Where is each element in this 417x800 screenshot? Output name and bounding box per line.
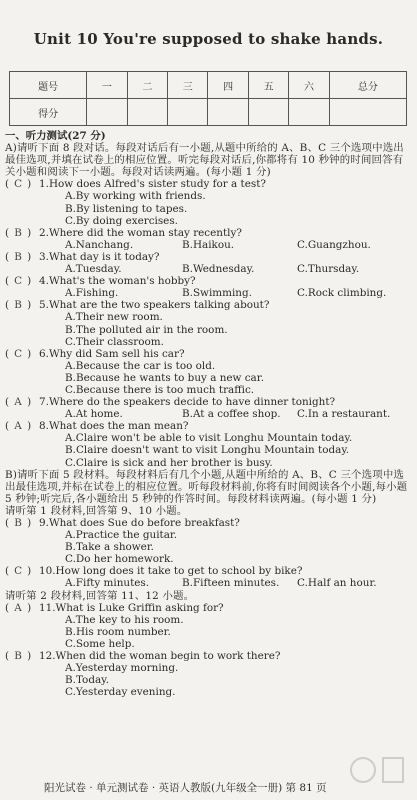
answer-letter: C: [14, 347, 23, 360]
option-a: A.Tuesday.: [65, 263, 122, 276]
option-c: C.Yesterday evening.: [65, 686, 176, 699]
score-header-cell: 二: [127, 72, 167, 99]
options-row: [5, 408, 410, 420]
score-row-label: 得分: [10, 99, 87, 126]
part-a-questions: [5, 178, 410, 468]
question-text: Where did the woman stay recently?: [48, 226, 242, 239]
score-cell: [248, 99, 288, 126]
options-row: [5, 263, 410, 275]
option-a: A.Their new room.: [65, 311, 163, 324]
option-b: B.His room number.: [65, 625, 171, 638]
question-stem: ( C ) 6.Why did Sam sell his car?: [5, 347, 185, 360]
question-stem: ( A ) 8.What does the man mean?: [5, 420, 189, 433]
answer-letter: B: [14, 650, 22, 663]
option-b: B.Haikou.: [182, 238, 235, 251]
option-a: A.Nanchang.: [65, 238, 134, 251]
option-c: C.Because there is too much traffic.: [65, 383, 255, 396]
score-table-score-row: [10, 99, 407, 126]
question-stem: ( B ) 3.What day is it today?: [5, 250, 160, 263]
answer-mark: ( B ): [5, 650, 32, 663]
option-c: C.Some help.: [65, 637, 135, 650]
question-text: What is Luke Griffin asking for?: [55, 601, 224, 614]
answer-letter: A: [14, 601, 22, 614]
option-b: B.Today.: [65, 674, 109, 687]
answer-mark: ( C ): [5, 178, 32, 191]
score-table: [9, 71, 407, 126]
question-stem: ( B ) 12.When did the woman begin to work there?: [5, 650, 281, 663]
question-text: What day is it today?: [48, 250, 160, 263]
score-cell: [87, 99, 127, 126]
option-c: C.Their classroom.: [65, 335, 164, 348]
score-header-cell: 题号: [10, 72, 87, 99]
question-text: Where do the speakers decide to have dinner tonight?: [48, 396, 336, 409]
question-text: When did the woman begin to work there?: [55, 650, 281, 663]
answer-letter: B: [14, 299, 22, 312]
question-number: 11: [39, 601, 53, 614]
score-header-cell: 五: [248, 72, 288, 99]
answer-letter: C: [14, 178, 23, 191]
question-number: 8: [39, 420, 46, 433]
page-title: Unit 10 You're supposed to shake hands.: [33, 30, 384, 48]
answer-mark: ( C ): [5, 347, 32, 360]
material-2-questions: [5, 602, 410, 699]
question-stem: ( A ) 11.What is Luke Griffin asking for?: [5, 601, 224, 614]
question-stem: ( C ) 1.How does Alfred's sister study for a test?: [5, 178, 266, 191]
question-number: 4: [39, 275, 46, 288]
section-heading: 一、听力测试(27 分): [5, 130, 106, 142]
watermark-logo: [349, 750, 409, 790]
score-header-cell: 四: [208, 72, 248, 99]
part-b-instructions: B)请听下面 5 段材料。每段材料后有几个小题,从题中所给的 A、B、C 三个选项中选出最佳选项,并标在试卷上的相应位置。听每段材料前,你将有时间阅读各个小题,每小题 5 秒钟;听完后,各小题给出 5 秒钟的作答时间。每段材料读两遍。(每小题 1 分): [5, 468, 408, 505]
answer-mark: ( A ): [5, 396, 32, 409]
option-c: C.Guangzhou.: [297, 238, 371, 251]
score-header-cell: 一: [87, 72, 127, 99]
score-header-cell: 六: [289, 72, 329, 99]
answer-mark: ( B ): [5, 299, 32, 312]
question-text: What does Sue do before breakfast?: [48, 517, 240, 529]
option-c: C.In a restaurant.: [297, 408, 391, 421]
option-a: A.Fishing.: [65, 287, 119, 300]
option-c: C.Do her homework.: [65, 553, 174, 566]
question-text: What's the woman's hobby?: [48, 275, 196, 288]
options-row: [5, 239, 410, 251]
score-header-cell: 总分: [329, 72, 406, 99]
question-number: 2: [39, 226, 46, 239]
option-a: A.Fifty minutes.: [65, 577, 150, 590]
option-b: B.Claire doesn't want to visit Longhu Mountain today.: [65, 444, 350, 457]
answer-letter: B: [14, 517, 22, 529]
page-footer: 阳光试卷 · 单元测试卷 · 英语人教版(九年级全一册) 第 81 页: [44, 782, 327, 794]
option-b: B.At a coffee shop.: [182, 408, 281, 421]
answer-mark: ( C ): [5, 275, 32, 288]
exam-content: [5, 130, 410, 698]
question-number: 7: [39, 396, 46, 409]
answer-mark: ( B ): [5, 517, 32, 529]
answer-letter: C: [14, 275, 23, 288]
question-stem: ( B ) 5.What are the two speakers talking about?: [5, 299, 270, 312]
option-a: A.Claire won't be able to visit Longhu Mountain today.: [65, 432, 353, 445]
answer-letter: A: [14, 420, 22, 433]
option-a: A.Yesterday morning.: [65, 662, 179, 675]
part-a-instructions: A)请听下面 8 段对话。每段对话后有一小题,从题中所给的 A、B、C 三个选项中选出最佳选项,并填在试卷上的相应位置。听完每段对话后,你都将有 10 秒钟的时间回答有关小题和阅读下一小题。每段对话读两遍。(每小题 1 分): [5, 142, 404, 179]
score-table-header-row: [10, 72, 407, 99]
question-number: 3: [39, 250, 46, 263]
score-cell: [289, 99, 329, 126]
option-a: A.The key to his room.: [65, 613, 184, 626]
answer-letter: A: [14, 396, 22, 409]
options-row: [5, 287, 410, 299]
question-text: How long does it take to get to school by bike?: [55, 565, 303, 578]
question-stem: ( B ) 9.What does Sue do before breakfast?: [5, 517, 240, 529]
question-stem: ( B ) 2.Where did the woman stay recently?: [5, 226, 242, 239]
answer-letter: B: [14, 250, 22, 263]
option-c: C.Claire is sick and her brother is busy.: [65, 456, 273, 469]
material-1-note: 请听第 1 段材料,回答第 9、10 小题。: [5, 504, 188, 517]
material-1-questions: [5, 517, 410, 590]
score-cell: [208, 99, 248, 126]
option-a: A.At home.: [65, 408, 123, 421]
answer-mark: ( C ): [5, 565, 32, 578]
score-cell: [329, 99, 406, 126]
option-b: B.Take a shower.: [65, 541, 154, 554]
option-c: C.Half an hour.: [297, 577, 377, 590]
option-a: A.By working with friends.: [65, 190, 206, 203]
question-text: What does the man mean?: [48, 420, 189, 433]
option-b: B.The polluted air in the room.: [65, 323, 228, 336]
question-number: 5: [39, 299, 46, 312]
option-b: B.Fifteen minutes.: [182, 577, 280, 590]
option-b: B.By listening to tapes.: [65, 202, 188, 215]
question-stem: ( A ) 7.Where do the speakers decide to have dinner tonight?: [5, 396, 336, 409]
option-b: B.Because he wants to buy a new car.: [65, 371, 264, 384]
question-number: 1: [39, 178, 46, 191]
score-header-cell: 三: [168, 72, 208, 99]
option-b: B.Swimming.: [182, 287, 252, 300]
question-stem: ( C ) 4.What's the woman's hobby?: [5, 275, 196, 288]
option-b: B.Wednesday.: [182, 263, 255, 276]
score-cell: [168, 99, 208, 126]
option-c: C.Thursday.: [297, 263, 360, 276]
score-cell: [127, 99, 167, 126]
question-stem: ( C ) 10.How long does it take to get to school by bike?: [5, 565, 303, 578]
question-number: 10: [39, 565, 53, 578]
answer-mark: ( B ): [5, 250, 32, 263]
answer-letter: C: [14, 565, 23, 578]
answer-mark: ( A ): [5, 420, 32, 433]
answer-mark: ( B ): [5, 226, 32, 239]
option-c: C.Rock climbing.: [297, 287, 387, 300]
options-row: [5, 577, 410, 589]
answer-letter: B: [14, 226, 22, 239]
question-text: What are the two speakers talking about?: [48, 299, 270, 312]
question-text: How does Alfred's sister study for a test?: [48, 178, 266, 191]
question-text: Why did Sam sell his car?: [48, 347, 185, 360]
answer-mark: ( A ): [5, 601, 32, 614]
option-c: C.By doing exercises.: [65, 214, 178, 227]
question-number: 6: [39, 347, 46, 360]
question-number: 12: [39, 650, 53, 663]
material-2-note: 请听第 2 段材料,回答第 11、12 小题。: [5, 589, 195, 602]
question-number: 9: [39, 517, 46, 529]
option-a: A.Because the car is too old.: [65, 359, 216, 372]
option-a: A.Practice the guitar.: [65, 529, 178, 542]
